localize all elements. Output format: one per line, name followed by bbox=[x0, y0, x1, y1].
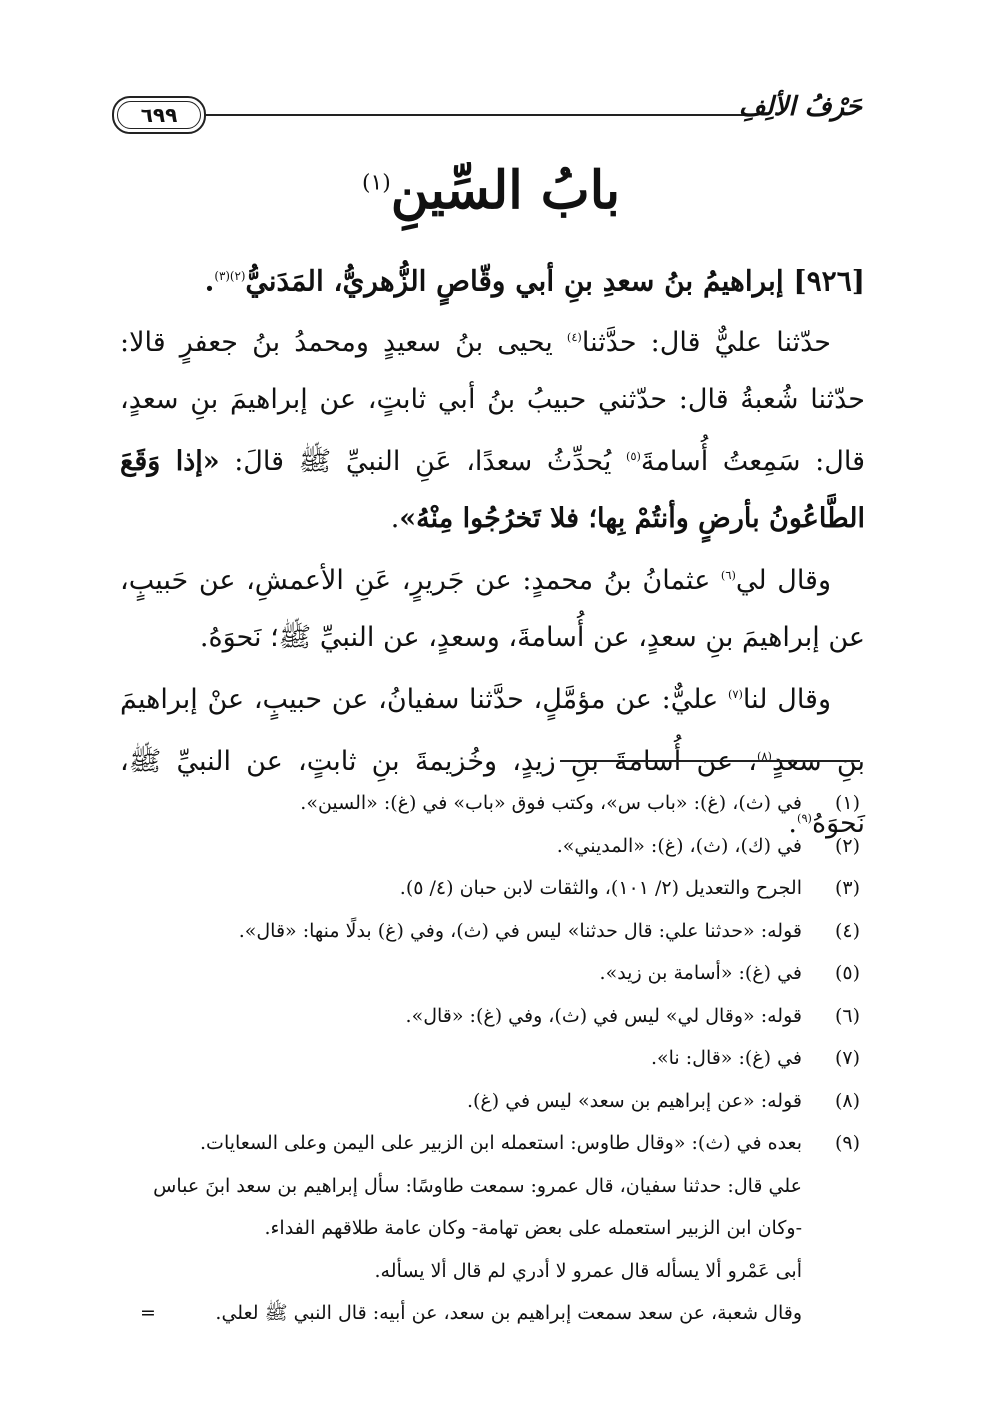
chapter-title bbox=[0, 160, 982, 221]
footnote-continuation: -وكان ابن الزبير استعمله على بعض تهامة- وكان عامة طلاقهم الفداء. bbox=[264, 1217, 802, 1239]
paragraph: حدّثنا عليٌّ قال: حدَّثنا$^{(٤)}$ يحيى بنُ سعيدٍ ومحمدُ بنُ جعفرٍ قالا: حدّثنا شُعبةُ قال: حدّثني حبيبُ بنُ أبي ثابتٍ، عن إبراهيمَ بنِ سعدٍ، قال: سَمِعتُ أُسامةَ$^{(٥)}$ يُحدِّثُ سعدًا، عَنِ النبيِّ ﷺ قالَ: «إذا وَقَعَ الطَّاعُونُ بأرضٍ وأنتُمْ بِها؛ فلا تَخرُجُوا مِنْهُ». bbox=[120, 327, 865, 535]
footnote-continuation: أبى عَمْرو ألا يسأله قال عمرو لا أدري لم قال ألا يسأله. bbox=[374, 1259, 802, 1282]
footnote-ref: (٩) bbox=[797, 811, 812, 826]
entry-heading: [٩٢٦] إبراهيمُ بنُ سعدِ بنِ أبي وقّاصٍ الزُّهريُّ، المَدَنيُّ$^{(٢)(٣)}$. bbox=[204, 264, 865, 298]
footnote-text: بعده في (ث): «وقال طاوس: استعمله ابن الزبير على اليمن وعلى السعايات. bbox=[200, 1132, 802, 1154]
footnote-number: (٢) bbox=[834, 834, 860, 857]
footnote bbox=[140, 782, 860, 825]
running-title: حَرْفُ الألِفِ bbox=[738, 92, 862, 122]
footnote-text: في (غ): «أسامة بن زيد». bbox=[599, 962, 802, 984]
hadith-text: «إذا وَقَعَ الطَّاعُونُ بأرضٍ وأنتُمْ بِها؛ فلا تَخرُجُوا مِنْهُ» bbox=[120, 446, 865, 535]
page-number: ٦٩٩ bbox=[112, 96, 206, 134]
footnote-separator bbox=[560, 760, 860, 762]
footnote bbox=[140, 1037, 860, 1080]
footnote bbox=[140, 910, 860, 953]
footnote bbox=[140, 867, 860, 910]
running-header bbox=[112, 92, 862, 142]
footnote bbox=[140, 995, 860, 1038]
footnote bbox=[140, 952, 860, 995]
header-rule bbox=[204, 114, 752, 116]
footnote-text: في (ث)، (غ): «باب س»، وكتب فوق «باب» في (غ): «السين». bbox=[300, 792, 802, 814]
footnote-ref: (٢)(٣) bbox=[214, 269, 246, 283]
footnote-number: (٩) bbox=[834, 1132, 860, 1154]
footnote-text: في (ك)، (ث)، (غ): «المديني». bbox=[556, 834, 802, 857]
footnote-ref: (٨) bbox=[757, 749, 772, 764]
footnote-continuation-text: وقال شعبة، عن سعد سمعت إبراهيم بن سعد، عن أبيه: قال النبي ﷺ لعلي. bbox=[215, 1302, 802, 1324]
footnote-ref: (٧) bbox=[727, 687, 743, 702]
footnote bbox=[140, 1080, 860, 1123]
footnote-ref: (٤) bbox=[566, 330, 582, 345]
footnote-ref: (٥) bbox=[625, 449, 641, 464]
footnote-number: (٨) bbox=[834, 1089, 860, 1112]
footnote-number: (٥) bbox=[834, 962, 860, 984]
paragraph: وقال لنا$^{(٧)}$ عليٌّ: عن مؤمَّلٍ، حدَّثنا سفيانُ، عن حبيبٍ، عنْ إبراهيمَ بنِ سعدٍ$^{(٨)}$، عن أُسامةَ بنِ زيدٍ، وخُزيمةَ بنِ ثابتٍ، عن النبيِّ ﷺ، نَحوَهُ$^{(٩)}$. bbox=[120, 684, 865, 840]
footnote-number: (٤) bbox=[834, 919, 860, 942]
continued-mark: = bbox=[140, 1302, 156, 1324]
footnote-text: في (غ): «قال: نا». bbox=[650, 1047, 802, 1069]
footnote bbox=[140, 825, 860, 868]
footnote-continuation: علي قال: حدثنا سفيان، قال عمرو: سمعت طاوسًا: سأل إبراهيم بن سعد ابنَ عباس bbox=[153, 1174, 802, 1197]
footnote-text: قوله: «عن إبراهيم بن سعد» ليس في (غ). bbox=[466, 1089, 802, 1112]
footnote-number: (١) bbox=[834, 792, 860, 814]
chapter-title-text: بابُ السِّينِ bbox=[390, 160, 621, 221]
footnote-number: (٣) bbox=[834, 877, 860, 899]
footnote-number: (٦) bbox=[834, 1004, 860, 1027]
footnote-ref: (١) bbox=[361, 170, 391, 196]
footnote-text: قوله: «حدثنا علي: قال حدثنا» ليس في (ث)، وفي (غ) بدلًا منها: «قال». bbox=[238, 919, 802, 942]
footnote-text: الجرح والتعديل (٢/ ١٠١)، والثقات لابن حبان (٤/ ٥). bbox=[399, 877, 802, 899]
footnote-number: (٧) bbox=[834, 1047, 860, 1069]
footnotes bbox=[140, 782, 860, 1335]
footnote-continuation bbox=[140, 1292, 860, 1335]
footnote bbox=[140, 1122, 860, 1165]
footnote-text: قوله: «وقال لي» ليس في (ث)، وفي (غ): «قال». bbox=[405, 1004, 802, 1027]
footnote-ref: (٦) bbox=[720, 568, 736, 583]
paragraph: وقال لي$^{(٦)}$ عثمانُ بنُ محمدٍ: عن جَريرٍ، عَنِ الأعمشِ، عن حَبيبٍ، عن إبراهيمَ بنِ سعدٍ، عن أُسامةَ، وسعدٍ، عن النبيِّ ﷺ؛ نَحوَهُ. bbox=[120, 565, 865, 654]
